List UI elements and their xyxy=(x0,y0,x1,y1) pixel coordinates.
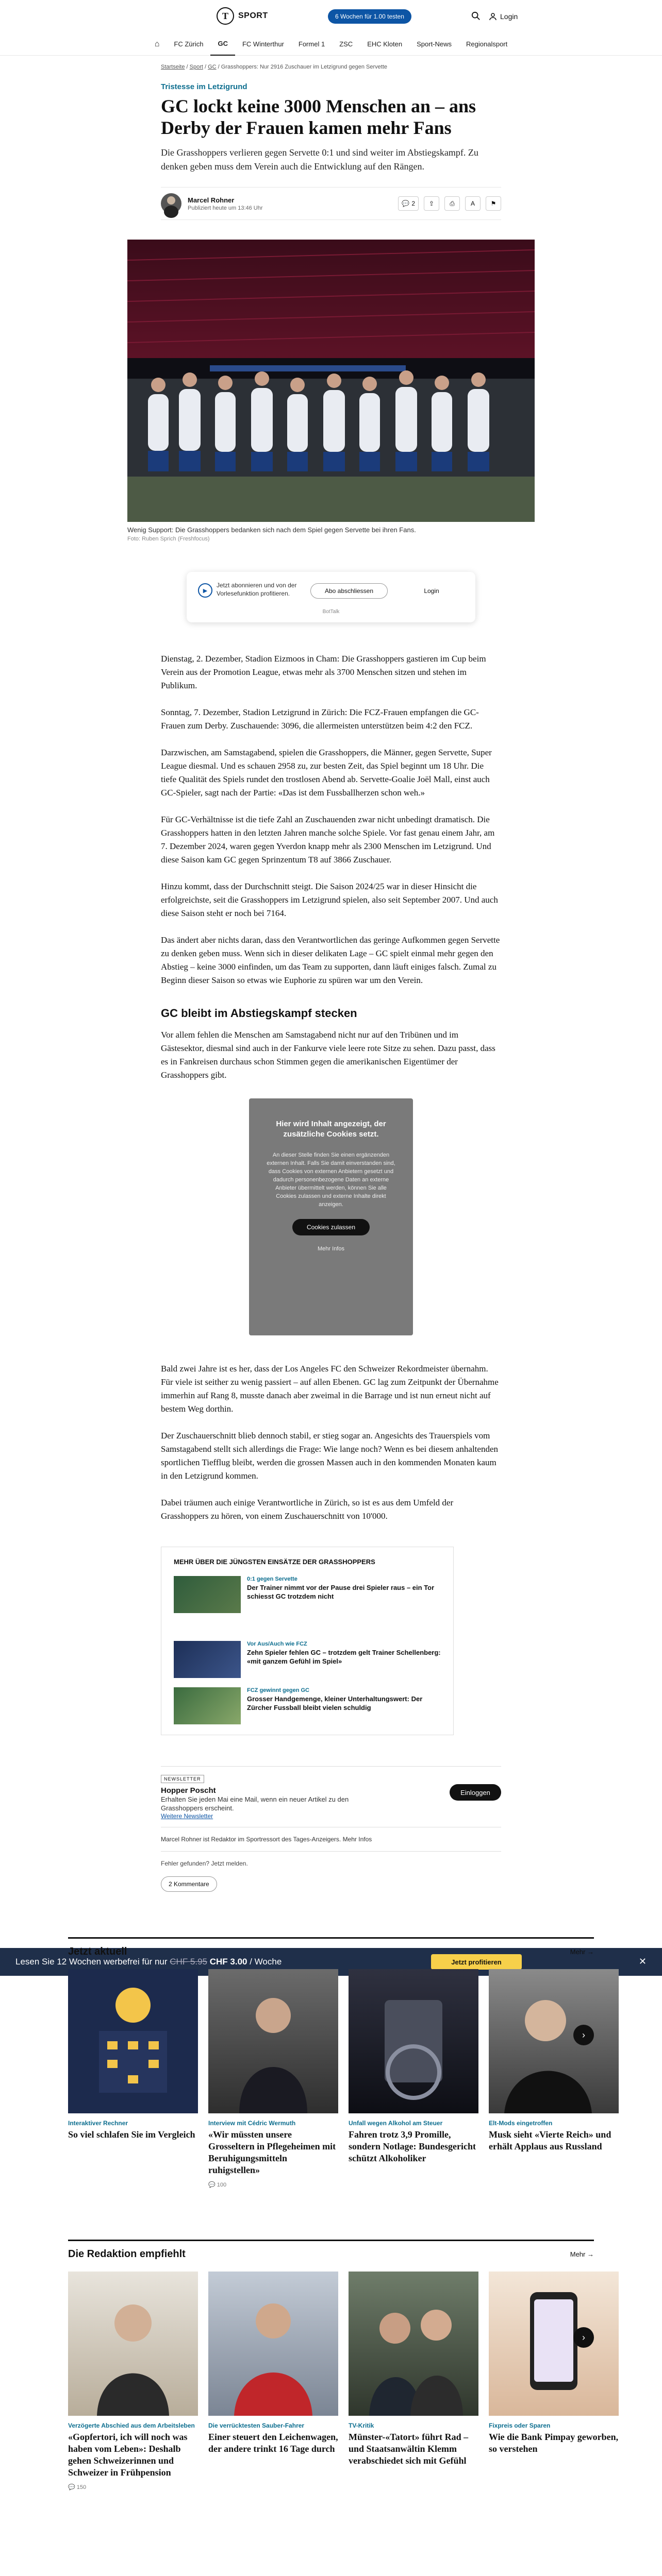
teaser-kicker: Elt-Mods eingetroffen xyxy=(489,2120,553,2127)
comments-button[interactable] xyxy=(398,196,419,211)
new-price: CHF 3.00 xyxy=(209,1957,247,1967)
user-icon xyxy=(489,12,497,21)
cookie-consent-box xyxy=(249,1098,413,1335)
cookie-text: An dieser Stelle finden Sie einen ergänzenden externen Inhalt. Falls Sie damit einverstanden sind, dass Cookies von externen Anbietern gesetzt und dadurch personenbezogene Daten an externe Anbieter übermittelt werden, können Sie alle Cookies zulassen und externe Inhalte direkt anzeigen. xyxy=(267,1152,395,1208)
font-size-button[interactable] xyxy=(465,196,481,211)
teaser-title: Fahren trotz 3,9 Promille, sondern Notlage: Bundesgericht schützt Alkoholiker xyxy=(349,2129,476,2163)
related-heading: MEHR ÜBER DIE JÜNGSTEN EINSÄTZE DER GRASSHOPPERS xyxy=(174,1558,375,1566)
related-thumbnail xyxy=(174,1687,241,1724)
teaser-card[interactable] xyxy=(349,2272,478,2490)
teaser-row xyxy=(68,2272,619,2490)
racing-driver-photo xyxy=(208,2272,338,2416)
nav-item-sport-news[interactable]: Sport-News xyxy=(417,40,452,48)
author-avatar[interactable] xyxy=(161,193,181,214)
teaser-image xyxy=(68,2272,198,2416)
related-item[interactable] xyxy=(174,1576,441,1613)
breadcrumb-item[interactable]: Startseite xyxy=(161,64,185,70)
stadium-photo xyxy=(127,240,535,522)
article-body-2 xyxy=(161,1028,501,1082)
teaser-kicker: Fixpreis oder Sparen xyxy=(489,2422,551,2429)
login-label: Login xyxy=(500,12,518,21)
paragraph: Vor allem fehlen die Menschen am Samstagabend nicht nur auf den Tribünen und im Gästesektor, diesmal sind auch in der Fankurve viele leere rote Sitze zu sehen. Dazu passt, dass es in Fankreisen durchaus schon Stimmen gegen die amerikanischen Eigentümer der Grasshoppers gibt. xyxy=(161,1030,495,1080)
audio-brand: BotTalk xyxy=(322,609,340,615)
old-price: CHF 5.95 xyxy=(170,1957,208,1967)
teaser-image xyxy=(68,1969,198,2113)
related-thumbnail xyxy=(174,1576,241,1613)
teaser-card[interactable] xyxy=(489,1969,619,2188)
teaser-title: Münster-«Tatort» führt Rad – und Staatsanwältin Klemm verabschiedet sich mit Gefühl xyxy=(349,2432,469,2466)
image-credit: Foto: Ruben Sprich (Freshfocus) xyxy=(127,536,210,542)
teaser-title: Einer steuert den Leichenwagen, der andere trinkt 16 Tage durch xyxy=(208,2432,338,2454)
site-logo[interactable]: T xyxy=(217,7,234,25)
cookie-title: Hier wird Inhalt angezeigt, der zusätzliche Cookies setzt. xyxy=(276,1120,386,1139)
share-icon: ⇪ xyxy=(428,200,435,207)
nav-item-zsc[interactable]: ZSC xyxy=(339,40,353,48)
article-body xyxy=(161,652,501,987)
paragraph: Das ändert aber nichts daran, dass den Verantwortlichen das geringe Aufkommen gegen Servette zu denken geben muss. Wenn sich in dieser delikaten Lage – GC spielt einmal mehr gegen den Abstieg – keine 3000 einfinden, um das Team zu supporten, dann läuft einiges falsch. Zumal zu Beginn dieser Saison so etwas wie Euphorie zu spüren war um den Verein. xyxy=(161,935,500,985)
paragraph: Der Zuschauerschnitt blieb dennoch stabil, er stieg sogar an. Angesichts des Trauerspiels vom Samstagabend stellt sich allerdings die Frage: Wie lange noch? Wenn es bei diesem anhaltenden sportlichen Tiefflug bleibt, werden die grossen Massen auch in den kommenden Monaten kaum in den Letzigrund kommen. xyxy=(161,1431,498,1481)
bookmark-icon: ⚑ xyxy=(490,200,496,207)
bookmark-button[interactable] xyxy=(486,196,501,211)
newsletter-login-button[interactable]: Einloggen xyxy=(450,1784,501,1801)
share-button[interactable] xyxy=(424,196,439,211)
more-label: Mehr xyxy=(570,2250,586,2258)
play-icon[interactable]: ▶ xyxy=(198,583,212,598)
section-header xyxy=(68,1937,594,1965)
teaser-kicker: Interview mit Cédric Wermuth xyxy=(208,2120,296,2127)
teaser-image xyxy=(349,1969,478,2113)
carousel-next-icon[interactable]: › xyxy=(573,2025,594,2045)
breadcrumb: Startseite / Sport / GC / Grasshoppers: Nur 2916 Zuschauer im Letzigrund gegen Servette xyxy=(161,64,388,70)
nav-item-fc-winterthur[interactable]: FC Winterthur xyxy=(242,40,284,48)
section-nav xyxy=(0,33,662,56)
more-info-link[interactable]: Mehr Infos xyxy=(318,1246,344,1252)
teaser-comment-count: 💬 100 xyxy=(208,2182,227,2188)
article-lead: Die Grasshoppers verlieren gegen Servette 0:1 und sind weiter im Abstiegskampf. Zu denken geben muss dem Verein auch die Entwicklung auf den Rängen. xyxy=(161,147,478,172)
author-bar xyxy=(161,187,501,220)
teaser-image xyxy=(208,2272,338,2416)
teaser-kicker: Die verrücktesten Sauber-Fahrer xyxy=(208,2422,305,2429)
paragraph: Darzwischen, am Samstagabend, spielen die Grasshoppers, die Männer, gegen Servette, Super League diesmal. Und es schauen 2958 zu, zur besten Zeit, das Spiel beginnt um 18 Uhr. Die tiefe Qualität des Spiels rundet den trostlosen Abend ab. Servette-Goalie Joël Mall, einst auch GC-Spieler, sagt nach der Partie: «Das ist dem Fussballherzen schon weh.» xyxy=(161,748,492,798)
teaser-title: «Gopfertori, ich will noch was haben vom Leben»: Deshalb gehen Schweizerinnen und Schweizer in Frühpension xyxy=(68,2432,188,2478)
teaser-kicker: TV-Kritik xyxy=(349,2422,374,2429)
price-suffix: / Woche xyxy=(250,1957,282,1967)
carousel-next-icon[interactable]: › xyxy=(573,2327,594,2348)
teaser-comment-value: 150 xyxy=(76,2484,87,2490)
publish-date: Publiziert heute um 13:46 Uhr xyxy=(188,205,263,211)
nav-item-gc[interactable]: GC xyxy=(210,33,235,56)
newsletter-box xyxy=(161,1766,501,1827)
close-icon[interactable]: ✕ xyxy=(638,1956,647,1967)
teaser-title: Musk sieht «Vierte Reich» und erhält Applaus aus Russland xyxy=(489,2129,611,2151)
article-tools xyxy=(398,196,501,211)
breadcrumb-item[interactable]: GC xyxy=(208,64,217,70)
paragraph: Dienstag, 2. Dezember, Stadion Eizmoos in Cham: Die Grasshoppers gastieren im Cup beim Verein aus der Promotion League, etwas mehr als 3700 Menschen sitzen und stehen im Publikum. xyxy=(161,654,486,690)
comments-toggle-button[interactable]: 2 Kommentare xyxy=(161,1876,217,1892)
paragraph: Für GC-Verhältnisse ist die tiefe Zahl an Zuschauenden zwar nicht unbedingt dramatisch. Die Grasshoppers hatten in den letzten Jahren manche solche Spiele. Vor fast genau einem Jahr, am 7. Dezember 2024, waren gegen Yverdon knapp mehr als 2300 Menschen im Letzigrund. Und diese Saison kam GC gegen Sprinzentum T8 auf 3866 Zuschauer. xyxy=(161,815,495,865)
teaser-card[interactable] xyxy=(68,1969,198,2188)
image-caption: Wenig Support: Die Grasshoppers bedanken sich nach dem Spiel gegen Servette bei ihren Fans. xyxy=(127,526,416,534)
related-thumbnail xyxy=(174,1641,241,1678)
print-icon: ⎙ xyxy=(450,199,455,207)
more-link[interactable]: Mehr → xyxy=(570,2250,594,2258)
breadcrumb-item[interactable]: Sport xyxy=(189,64,203,70)
subscribe-button[interactable]: Abo abschliessen xyxy=(310,583,388,599)
author-note: Marcel Rohner ist Redaktor im Sportressort des Tages-Anzeigers. Mehr Infos xyxy=(161,1836,501,1852)
teaser-comment-count: 💬 150 xyxy=(68,2484,87,2490)
subheading: GC bleibt im Abstiegskampf stecken xyxy=(161,1007,357,1020)
top-bar xyxy=(0,0,662,33)
nav-item-formel-1[interactable]: Formel 1 xyxy=(298,40,325,48)
teaser-image xyxy=(489,2272,619,2416)
login-link[interactable] xyxy=(489,12,518,21)
section-title: Jetzt aktuell xyxy=(68,1946,127,1957)
teaser-title: So viel schlafen Sie im Vergleich xyxy=(68,2129,195,2140)
portrait-photo xyxy=(208,1969,338,2113)
teaser-title: «Wir müssten unsere Grosseltern in Pflegeheimen mit Beruhigungsmitteln ruhigstellen» xyxy=(208,2129,336,2175)
article-headline: GC lockt keine 3000 Menschen an – ans Derby der Frauen kamen mehr Fans xyxy=(161,96,476,138)
paragraph: Bald zwei Jahre ist es her, dass der Los Angeles FC den Schweizer Rekordmeister übernahm. Für viele ist seither zu wenig passiert – auf allen Ebenen. GC lag zum Zeitpunkt der Übernahme immerhin auf Rang 8, musste danach aber zweimal in die Barrage und ist nun erneut nicht auf bestem Weg dorthin. xyxy=(161,1364,499,1414)
print-button[interactable] xyxy=(444,196,460,211)
teaser-kicker: Interaktiver Rechner xyxy=(68,2120,128,2127)
section-title: Die Redaktion empfiehlt xyxy=(68,2248,186,2260)
section-header xyxy=(68,2240,594,2267)
related-kicker: FCZ gewinnt gegen GC xyxy=(247,1687,309,1693)
newsletter-text: Erhalten Sie jeden Mai eine Mail, wenn ein neuer Artikel zu den Grasshoppers erscheint. xyxy=(161,1795,349,1812)
related-item[interactable] xyxy=(174,1641,441,1678)
related-articles-box xyxy=(161,1547,454,1735)
article xyxy=(127,64,501,1892)
redaktion-section xyxy=(68,2240,619,2490)
article-kicker: Tristesse im Letzigrund xyxy=(161,82,247,91)
audio-player xyxy=(187,572,475,622)
promo-button[interactable]: 6 Wochen für 1.00 testen xyxy=(328,9,411,24)
teaser-card[interactable] xyxy=(208,1969,338,2188)
more-link[interactable]: Mehr → xyxy=(570,1948,594,1956)
teaser-card[interactable] xyxy=(349,1969,478,2188)
jetzt-aktuell-section xyxy=(68,1937,611,2188)
newsletter-badge: NEWSLETTER xyxy=(161,1775,204,1783)
nav-item-fc-zuerich[interactable]: FC Zürich xyxy=(174,40,204,48)
more-label: Mehr xyxy=(570,1948,586,1956)
related-title: Der Trainer nimmt vor der Pause drei Spieler raus – ein Tor schiesst GC trotzdem nicht xyxy=(247,1584,435,1600)
car-interior-photo xyxy=(349,1969,478,2113)
paragraph: Hinzu kommt, dass der Durchschnitt steigt. Die Saison 2024/25 war in dieser Hinsicht die erfolgreichste, seit die Grasshoppers im Letzigrund spielen, also seit September 2007. Und auch diese Saison steht er noch bei 7164. xyxy=(161,882,498,918)
audio-promo-text: Jetzt abonnieren und von der Vorlesefunktion profitieren. xyxy=(217,582,297,597)
paragraph: Sonntag, 7. Dezember, Stadion Letzigrund in Zürich: Die FCZ-Frauen empfangen die GC-Frauen zum Derby. Zuschauende: 3096, die allermeisten unterstützen beim 4:2 den FCZ. xyxy=(161,707,479,731)
banner-offer: Lesen Sie 12 Wochen werbefrei für nur xyxy=(15,1957,168,1967)
portrait-photo xyxy=(489,1969,619,2113)
teaser-kicker: Verzögerte Abschied aus dem Arbeitsleben xyxy=(68,2422,195,2429)
teaser-comment-value: 100 xyxy=(217,2182,227,2188)
author-name[interactable]: Marcel Rohner xyxy=(188,196,235,204)
nav-home-icon[interactable]: ⌂ xyxy=(154,39,160,48)
report-error-link[interactable]: Fehler gefunden? Jetzt melden. xyxy=(161,1860,248,1867)
tv-scene-photo xyxy=(349,2272,478,2416)
more-newsletters-link[interactable]: Weitere Newsletter xyxy=(161,1812,213,1820)
hero-image[interactable] xyxy=(127,240,535,522)
related-kicker: 0:1 gegen Servette xyxy=(247,1576,297,1582)
teaser-card[interactable] xyxy=(68,2272,198,2490)
related-title: Grosser Handgemenge, kleiner Unterhaltungswert: Der Zürcher Fussball bleibt vielen schuldig xyxy=(247,1695,423,1711)
comment-count: 2 xyxy=(411,200,415,207)
teaser-row xyxy=(68,1969,611,2188)
audio-login-button[interactable]: Login xyxy=(424,587,439,595)
teaser-kicker: Unfall wegen Alkohol am Steuer xyxy=(349,2120,443,2127)
smartphone-photo xyxy=(489,2272,619,2416)
teaser-card[interactable] xyxy=(489,2272,619,2490)
related-title: Zehn Spieler fehlen GC – trotzdem gelt Trainer Schellenberg: «mit ganzem Gefühl im Spiel» xyxy=(247,1649,441,1665)
search-icon[interactable] xyxy=(471,11,481,21)
newsletter-title: Hopper Poscht xyxy=(161,1786,216,1795)
teaser-image xyxy=(489,1969,619,2113)
portrait-photo xyxy=(68,2272,198,2416)
paragraph: Dabei träumen auch einige Verantwortliche in Zürich, so ist es aus dem Umfeld der Grasshoppers zu hören, von einem Zuschauerschnitt von 10'000. xyxy=(161,1498,454,1521)
allow-cookies-button[interactable]: Cookies zulassen xyxy=(292,1219,370,1235)
related-item[interactable] xyxy=(174,1687,441,1724)
breadcrumb-current: Grasshoppers: Nur 2916 Zuschauer im Letzigrund gegen Servette xyxy=(221,64,388,70)
comment-icon: 💬 xyxy=(402,200,410,207)
nav-item-ehc-kloten[interactable]: EHC Kloten xyxy=(367,40,403,48)
section-name[interactable]: SPORT xyxy=(238,11,268,20)
article-body-3 xyxy=(161,1362,501,1523)
teaser-image xyxy=(349,2272,478,2416)
teaser-title: Wie die Bank Pimpay geworben, so verstehen xyxy=(489,2432,619,2454)
teaser-image xyxy=(208,1969,338,2113)
related-kicker: Vor Aus/Auch wie FCZ xyxy=(247,1641,307,1647)
text-size-icon: A xyxy=(470,200,475,207)
profit-now-button[interactable]: Jetzt profitieren xyxy=(431,1954,522,1970)
teaser-card[interactable] xyxy=(208,2272,338,2490)
moon-house-illustration xyxy=(68,1969,198,2113)
nav-item-regionalsport[interactable]: Regionalsport xyxy=(466,40,508,48)
